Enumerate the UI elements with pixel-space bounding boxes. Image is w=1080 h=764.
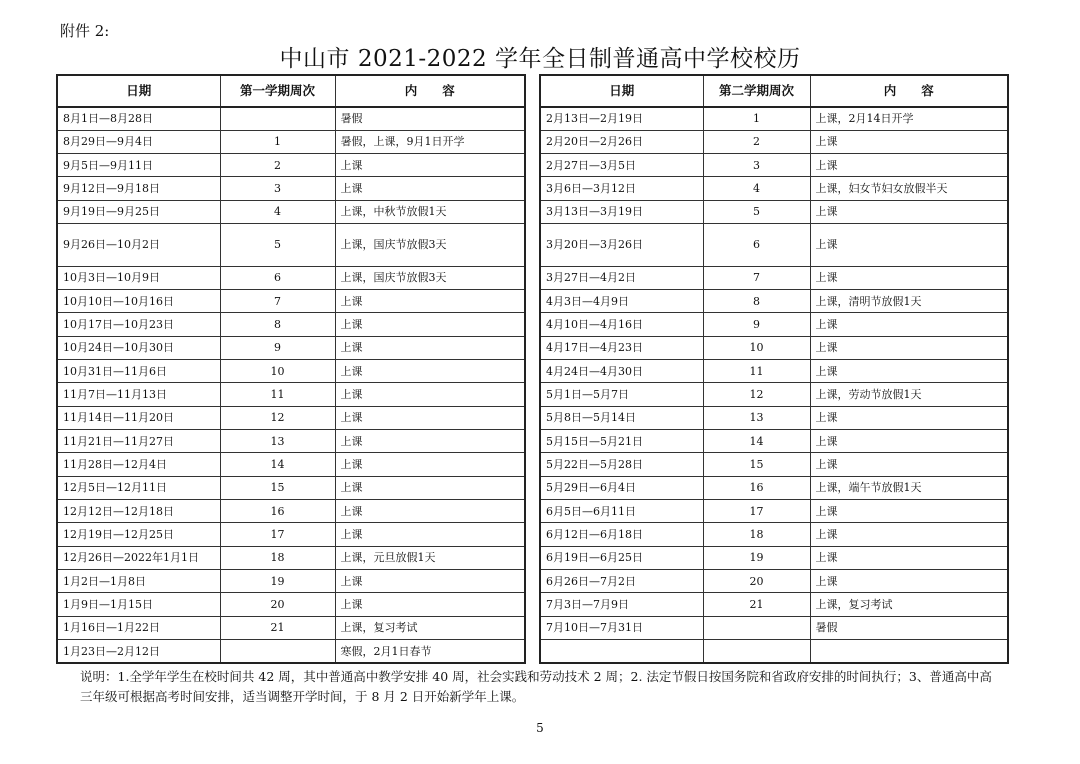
week-cell: 6: [703, 224, 810, 267]
content-cell: 上课: [810, 154, 1008, 177]
content-cell: 上课: [335, 476, 525, 499]
week-cell: 19: [220, 570, 335, 593]
table-row: [57, 476, 525, 499]
table-row: [57, 266, 525, 289]
header-week: 第一学期周次: [220, 75, 335, 107]
table-row: [540, 406, 1008, 429]
header-content: 内 容: [335, 75, 525, 107]
week-cell: [703, 640, 810, 664]
table-row: [57, 336, 525, 359]
date-cell: 7月10日—7月31日: [540, 616, 703, 639]
week-cell: 9: [703, 313, 810, 336]
table-row: [57, 616, 525, 639]
table-row: [540, 313, 1008, 336]
table-row: [57, 130, 525, 153]
content-cell: 上课: [810, 546, 1008, 569]
week-cell: 8: [220, 313, 335, 336]
content-cell: 上课，复习考试: [810, 593, 1008, 616]
date-cell: 5月29日—6月4日: [540, 476, 703, 499]
date-cell: 11月28日—12月4日: [57, 453, 220, 476]
table-row: [57, 313, 525, 336]
table-row: [57, 200, 525, 223]
table-row: [540, 107, 1008, 130]
content-cell: 上课: [335, 570, 525, 593]
header-week: 第二学期周次: [703, 75, 810, 107]
week-cell: [220, 107, 335, 130]
date-cell: 11月21日—11月27日: [57, 430, 220, 453]
week-cell: 15: [703, 453, 810, 476]
week-cell: 10: [220, 360, 335, 383]
week-cell: 7: [220, 290, 335, 313]
date-cell: 4月10日—4月16日: [540, 313, 703, 336]
content-cell: 上课: [810, 313, 1008, 336]
date-cell: 9月12日—9月18日: [57, 177, 220, 200]
week-cell: 4: [220, 200, 335, 223]
first-semester-table: [56, 74, 526, 664]
table-row: [540, 640, 1008, 664]
table-row: [57, 360, 525, 383]
table-row: [57, 453, 525, 476]
week-cell: 5: [220, 224, 335, 267]
date-cell: 9月5日—9月11日: [57, 154, 220, 177]
week-cell: 14: [703, 430, 810, 453]
content-cell: 上课: [810, 406, 1008, 429]
date-cell: 10月24日—10月30日: [57, 336, 220, 359]
date-cell: 3月6日—3月12日: [540, 177, 703, 200]
date-cell: 7月3日—7月9日: [540, 593, 703, 616]
date-cell: 3月27日—4月2日: [540, 266, 703, 289]
content-cell: 上课: [335, 500, 525, 523]
week-cell: 1: [220, 130, 335, 153]
date-cell: 1月23日—2月12日: [57, 640, 220, 664]
table-row: [540, 130, 1008, 153]
week-cell: 16: [220, 500, 335, 523]
date-cell: 12月12日—12月18日: [57, 500, 220, 523]
content-cell: 暑假: [335, 107, 525, 130]
date-cell: 8月29日—9月4日: [57, 130, 220, 153]
content-cell: 上课: [810, 266, 1008, 289]
date-cell: 4月17日—4月23日: [540, 336, 703, 359]
table-row: [540, 224, 1008, 267]
table-row: [57, 383, 525, 406]
date-cell: 6月19日—6月25日: [540, 546, 703, 569]
week-cell: 1: [703, 107, 810, 130]
content-cell: 上课: [810, 130, 1008, 153]
week-cell: 17: [703, 500, 810, 523]
content-cell: 上课: [810, 523, 1008, 546]
content-cell: 暑假，上课，9月1日开学: [335, 130, 525, 153]
calendar-tables: [56, 74, 1009, 664]
date-cell: 11月7日—11月13日: [57, 383, 220, 406]
week-cell: 20: [220, 593, 335, 616]
table-row: [540, 430, 1008, 453]
table-header-row: [57, 75, 525, 107]
week-cell: 11: [220, 383, 335, 406]
content-cell: 上课，复习考试: [335, 616, 525, 639]
week-cell: 15: [220, 476, 335, 499]
page-number: 5: [536, 721, 544, 735]
table-row: [57, 154, 525, 177]
table-row: [540, 383, 1008, 406]
content-cell: 上课: [335, 290, 525, 313]
week-cell: 9: [220, 336, 335, 359]
date-cell: 6月26日—7月2日: [540, 570, 703, 593]
date-cell: 9月19日—9月25日: [57, 200, 220, 223]
content-cell: 上课: [810, 336, 1008, 359]
date-cell: 5月15日—5月21日: [540, 430, 703, 453]
content-cell: 上课: [335, 430, 525, 453]
table-row: [540, 453, 1008, 476]
content-cell: 上课: [335, 593, 525, 616]
date-cell: 1月16日—1月22日: [57, 616, 220, 639]
second-semester-table: [539, 74, 1009, 664]
content-cell: 上课，2月14日开学: [810, 107, 1008, 130]
content-cell: 上课，妇女节妇女放假半天: [810, 177, 1008, 200]
week-cell: 3: [220, 177, 335, 200]
table-row: [57, 290, 525, 313]
date-cell: 3月20日—3月26日: [540, 224, 703, 267]
table-row: [540, 616, 1008, 639]
header-content: 内 容: [810, 75, 1008, 107]
week-cell: 12: [220, 406, 335, 429]
week-cell: 11: [703, 360, 810, 383]
week-cell: 13: [703, 406, 810, 429]
date-cell: 2月13日—2月19日: [540, 107, 703, 130]
content-cell: 上课: [810, 500, 1008, 523]
content-cell: 上课: [335, 383, 525, 406]
content-cell: 暑假: [810, 616, 1008, 639]
table-row: [57, 224, 525, 267]
content-cell: 上课: [335, 177, 525, 200]
week-cell: [220, 640, 335, 664]
week-cell: 21: [703, 593, 810, 616]
content-cell: 寒假，2月1日春节: [335, 640, 525, 664]
table-row: [57, 500, 525, 523]
content-cell: 上课: [810, 453, 1008, 476]
table-row: [540, 154, 1008, 177]
table-row: [540, 177, 1008, 200]
week-cell: 18: [703, 523, 810, 546]
date-cell: 4月3日—4月9日: [540, 290, 703, 313]
week-cell: 17: [220, 523, 335, 546]
date-cell: 10月3日—10月9日: [57, 266, 220, 289]
content-cell: 上课: [810, 570, 1008, 593]
date-cell: 5月8日—5月14日: [540, 406, 703, 429]
content-cell: 上课: [810, 430, 1008, 453]
content-cell: 上课: [335, 360, 525, 383]
content-cell: 上课，劳动节放假1天: [810, 383, 1008, 406]
date-cell: 10月17日—10月23日: [57, 313, 220, 336]
week-cell: 3: [703, 154, 810, 177]
week-cell: 5: [703, 200, 810, 223]
header-date: 日期: [540, 75, 703, 107]
attachment-label: 附件 2:: [60, 22, 110, 40]
date-cell: 2月20日—2月26日: [540, 130, 703, 153]
week-cell: 2: [703, 130, 810, 153]
week-cell: 6: [220, 266, 335, 289]
table-row: [57, 406, 525, 429]
week-cell: 10: [703, 336, 810, 359]
week-cell: 2: [220, 154, 335, 177]
date-cell: 10月10日—10月16日: [57, 290, 220, 313]
date-cell: 5月1日—5月7日: [540, 383, 703, 406]
week-cell: 16: [703, 476, 810, 499]
week-cell: 4: [703, 177, 810, 200]
date-cell: 5月22日—5月28日: [540, 453, 703, 476]
table-row: [540, 200, 1008, 223]
table-row: [540, 290, 1008, 313]
content-cell: [810, 640, 1008, 664]
footnote: 说明：1.全学年学生在校时间共 42 周，其中普通高中教学安排 40 周，社会实践和劳动技术 2 周；2. 法定节假日按国务院和省政府安排的时间执行；3、普通高中高三年级可根据高考时间安排，适当调整开学时间，于 8 月 2 日开始新学年上课。: [80, 669, 992, 704]
content-cell: 上课，端午节放假1天: [810, 476, 1008, 499]
table-row: [57, 570, 525, 593]
table-row: [540, 523, 1008, 546]
content-cell: 上课，国庆节放假3天: [335, 266, 525, 289]
content-cell: 上课: [335, 523, 525, 546]
date-cell: 12月5日—12月11日: [57, 476, 220, 499]
date-cell: 12月19日—12月25日: [57, 523, 220, 546]
week-cell: 21: [220, 616, 335, 639]
week-cell: 13: [220, 430, 335, 453]
content-cell: 上课: [335, 154, 525, 177]
week-cell: 7: [703, 266, 810, 289]
content-cell: 上课: [335, 453, 525, 476]
table-row: [540, 593, 1008, 616]
week-cell: 20: [703, 570, 810, 593]
content-cell: 上课，清明节放假1天: [810, 290, 1008, 313]
header-date: 日期: [57, 75, 220, 107]
table-row: [57, 177, 525, 200]
table-row: [540, 360, 1008, 383]
content-cell: 上课，国庆节放假3天: [335, 224, 525, 267]
table-row: [57, 593, 525, 616]
content-cell: 上课: [810, 224, 1008, 267]
table-row: [540, 336, 1008, 359]
week-cell: 12: [703, 383, 810, 406]
date-cell: 1月2日—1月8日: [57, 570, 220, 593]
date-cell: 2月27日—3月5日: [540, 154, 703, 177]
content-cell: 上课: [335, 313, 525, 336]
table-row: [540, 546, 1008, 569]
content-cell: 上课，中秋节放假1天: [335, 200, 525, 223]
table-row: [540, 500, 1008, 523]
page-title: 中山市 2021-2022 学年全日制普通高中学校校历: [279, 46, 801, 72]
date-cell: 8月1日—8月28日: [57, 107, 220, 130]
date-cell: 1月9日—1月15日: [57, 593, 220, 616]
table-header-row: [540, 75, 1008, 107]
date-cell: [540, 640, 703, 664]
week-cell: 14: [220, 453, 335, 476]
content-cell: 上课: [810, 360, 1008, 383]
table-row: [57, 107, 525, 130]
content-cell: 上课: [335, 406, 525, 429]
table-row: [540, 570, 1008, 593]
content-cell: 上课: [810, 200, 1008, 223]
content-cell: 上课，元旦放假1天: [335, 546, 525, 569]
date-cell: 6月12日—6月18日: [540, 523, 703, 546]
date-cell: 10月31日—11月6日: [57, 360, 220, 383]
table-row: [540, 476, 1008, 499]
table-row: [540, 266, 1008, 289]
table-row: [57, 430, 525, 453]
week-cell: 18: [220, 546, 335, 569]
week-cell: [703, 616, 810, 639]
week-cell: 19: [703, 546, 810, 569]
date-cell: 6月5日—6月11日: [540, 500, 703, 523]
date-cell: 4月24日—4月30日: [540, 360, 703, 383]
date-cell: 11月14日—11月20日: [57, 406, 220, 429]
table-row: [57, 523, 525, 546]
date-cell: 12月26日—2022年1月1日: [57, 546, 220, 569]
date-cell: 3月13日—3月19日: [540, 200, 703, 223]
table-row: [57, 546, 525, 569]
date-cell: 9月26日—10月2日: [57, 224, 220, 267]
content-cell: 上课: [335, 336, 525, 359]
table-row: [57, 640, 525, 664]
week-cell: 8: [703, 290, 810, 313]
